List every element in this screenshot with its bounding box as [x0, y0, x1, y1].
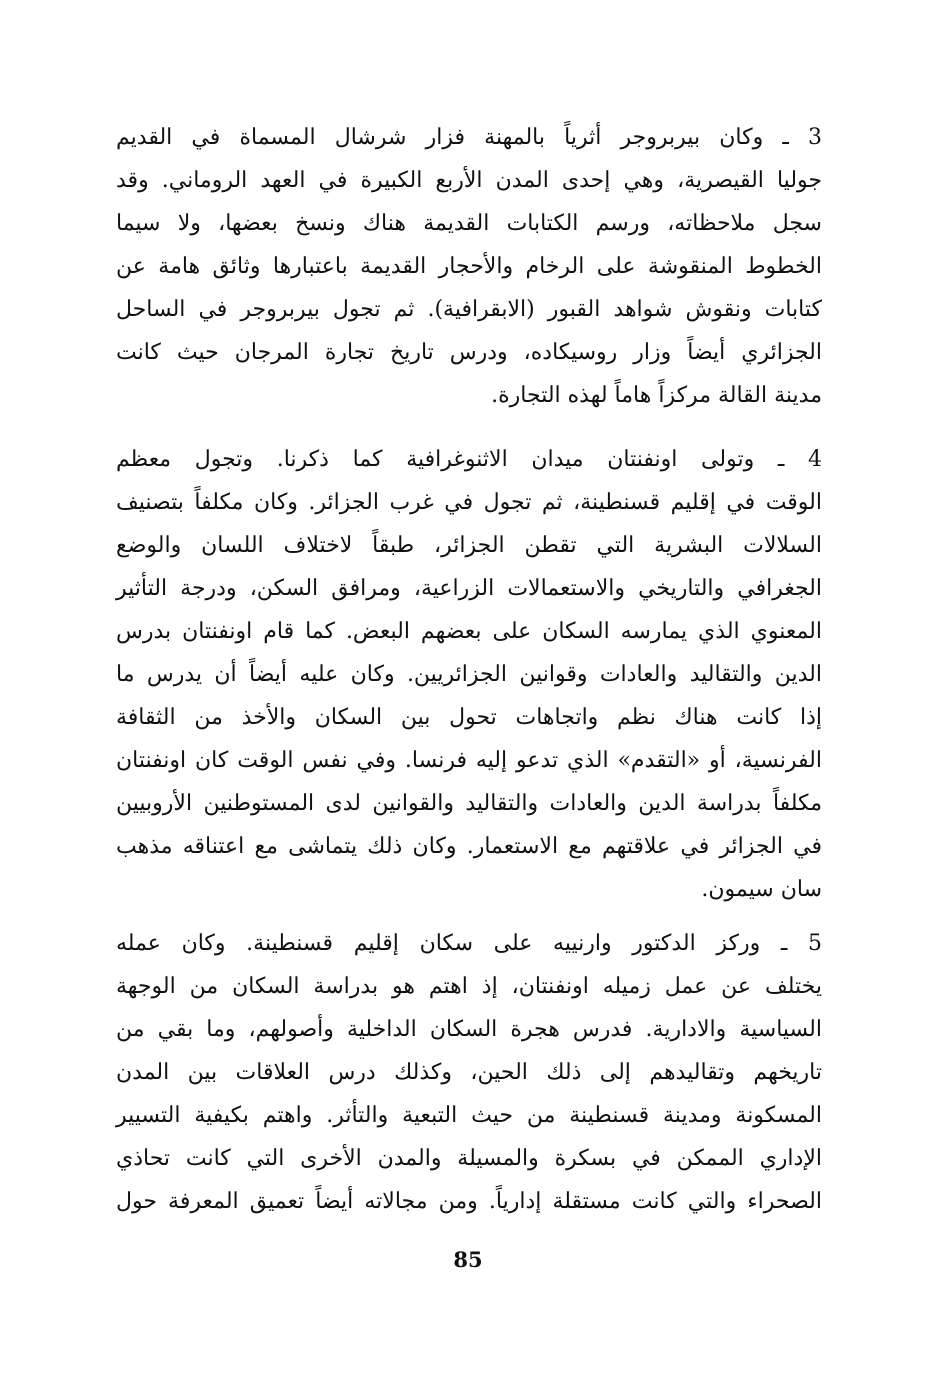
text-line: 5 ـ وركز الدكتور وارنييه على سكان إقليم قسنطينة. وكان عمله	[116, 931, 822, 956]
paragraph-5	[116, 922, 822, 1223]
paragraph-4	[116, 438, 822, 911]
text-line: الجغرافي والتاريخي والاستعمالات الزراعية، ومرافق السكن، ودرجة التأثير	[116, 576, 822, 601]
text-line: سان سيمون.	[701, 877, 822, 902]
text-line: المسكونة ومدينة قسنطينة من حيث التبعية والتأثر. واهتم بكيفية التسيير	[116, 1103, 822, 1128]
text-line: مكلفاً بدراسة الدين والعادات والتقاليد والقوانين لدى المستوطنين الأروبيين	[116, 791, 822, 816]
text-line: 3 ـ وكان بيربروجر أثرياً بالمهنة فزار شرشال المسماة في القديم	[116, 125, 822, 150]
paragraph-3	[116, 116, 822, 417]
text-line: الإداري الممكن في بسكرة والمسيلة والمدن الأخرى التي كانت تحاذي	[116, 1146, 822, 1171]
text-line: 4 ـ وتولى اونفنتان ميدان الاثنوغرافية كما ذكرنا. وتجول معظم	[116, 447, 822, 472]
text-line: كتابات ونقوش شواهد القبور (الابقرافية). ثم تجول بيربروجر في الساحل	[116, 297, 822, 322]
text-line: في الجزائر في علاقتهم مع الاستعمار. وكان ذلك يتماشى مع اعتناقه مذهب	[116, 834, 822, 859]
text-line: تاريخهم وتقاليدهم إلى ذلك الحين، وكذلك درس العلاقات بين المدن	[116, 1060, 822, 1085]
text-line: الخطوط المنقوشة على الرخام والأحجار القديمة باعتبارها وثائق هامة عن	[116, 254, 822, 279]
text-line: سجل ملاحظاته، ورسم الكتابات القديمة هناك ونسخ بعضها، ولا سيما	[116, 211, 822, 236]
page-number: 85	[453, 1247, 483, 1272]
text-line: الوقت في إقليم قسنطينة، ثم تجول في غرب الجزائر. وكان مكلفاً بتصنيف	[116, 490, 822, 515]
text-line: جوليا القيصرية، وهي إحدى المدن الأربع الكبيرة في العهد الروماني. وقد	[116, 168, 822, 193]
text-line: إذا كانت هناك نظم واتجاهات تحول بين السكان والأخذ من الثقافة	[116, 705, 822, 730]
text-line: الفرنسية، أو «التقدم» الذي تدعو إليه فرنسا. وفي نفس الوقت كان اونفنتان	[116, 748, 822, 773]
text-line: الدين والتقاليد والعادات وقوانين الجزائريين. وكان عليه أيضاً أن يدرس ما	[116, 662, 822, 687]
text-line: الجزائري أيضاً وزار روسيكاده، ودرس تاريخ تجارة المرجان حيث كانت	[116, 340, 822, 365]
text-line: السلالات البشرية التي تقطن الجزائر، طبقاً لاختلاف اللسان والوضع	[116, 533, 822, 558]
text-line: المعنوي الذي يمارسه السكان على بعضهم البعض. كما قام اونفنتان بدرس	[116, 619, 822, 644]
text-line: السياسية والادارية. فدرس هجرة السكان الداخلية وأصولهم، وما بقي من	[116, 1017, 822, 1042]
text-line: مدينة القالة مركزاً هاماً لهذه التجارة.	[491, 383, 822, 408]
text-line: يختلف عن عمل زميله اونفنتان، إذ اهتم هو بدراسة السكان من الوجهة	[116, 974, 822, 999]
text-line: الصحراء والتي كانت مستقلة إدارياً. ومن مجالاته أيضاً تعميق المعرفة حول	[116, 1189, 822, 1214]
